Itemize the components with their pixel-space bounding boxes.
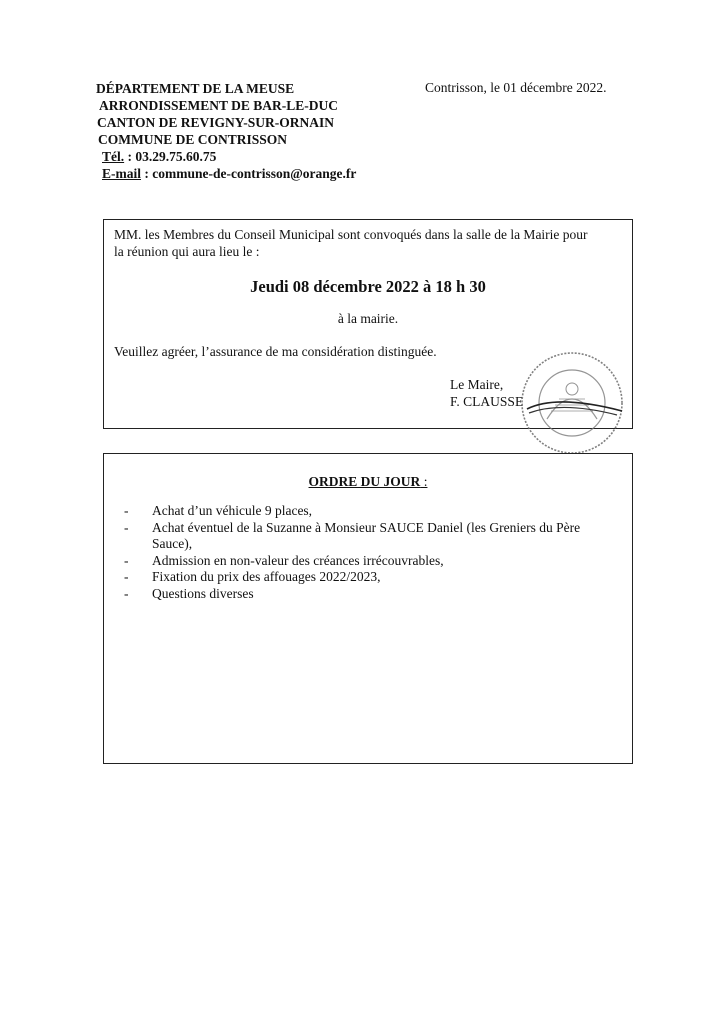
closing-formula: Veuillez agréer, l’assurance de ma considération distinguée. [114, 344, 437, 359]
place-date: Contrisson, le 01 décembre 2022. [425, 80, 607, 95]
agenda-item [124, 503, 604, 520]
meeting-date: Jeudi 08 décembre 2022 à 18 h 30 [250, 277, 486, 296]
agenda-item [124, 520, 604, 553]
agenda-title-text: ORDRE DU JOUR [308, 474, 421, 489]
phone-number: : 03.29.75.60.75 [124, 149, 217, 164]
agenda-item [124, 586, 604, 603]
commune-line: COMMUNE DE CONTRISSON [98, 132, 288, 147]
agenda-title [104, 474, 632, 490]
meeting-location: à la mairie. [337, 311, 399, 326]
agenda-item-text: Admission en non-valeur des créances irrécouvrables, [152, 552, 444, 568]
list-bullet: - [124, 552, 129, 568]
canton-line: CANTON DE REVIGNY-SUR-ORNAIN [97, 115, 335, 130]
letterhead [96, 80, 356, 182]
phone-line [96, 148, 356, 165]
email-address: : commune-de-contrisson@orange.fr [141, 166, 357, 181]
convocation-intro-line2: la réunion qui aura lieu le : [114, 244, 260, 259]
list-bullet: - [124, 585, 129, 601]
agenda-title-colon: : [420, 474, 428, 489]
convocation-intro-line1: MM. les Membres du Conseil Municipal sont convoqués dans la salle de la Mairie pour [114, 227, 588, 242]
agenda-item-text: Achat éventuel de la Suzanne à Monsieur SAUCE Daniel (les Greniers du Père Sauce), [152, 519, 581, 551]
arrondissement-line: ARRONDISSEMENT DE BAR-LE-DUC [99, 98, 339, 113]
agenda-item-text: Fixation du prix des affouages 2022/2023, [152, 569, 381, 584]
agenda-box [103, 453, 633, 764]
email-label: E-mail [102, 166, 141, 181]
email-line [96, 165, 356, 182]
convocation-intro [114, 226, 626, 260]
department-line: DÉPARTEMENT DE LA MEUSE [96, 81, 295, 96]
signature-title: Le Maire, [450, 377, 504, 392]
agenda-item-text: Questions diverses [152, 585, 254, 601]
phone-label: Tél. [102, 149, 125, 164]
list-bullet: - [124, 503, 129, 518]
agenda-item [124, 569, 604, 586]
list-bullet: - [124, 569, 129, 584]
agenda-item-text: Achat d’un véhicule 9 places, [152, 503, 313, 518]
town-hall-stamp [517, 349, 627, 457]
signature-name: F. CLAUSSE [450, 394, 524, 409]
list-bullet: - [124, 519, 129, 535]
agenda-list [124, 503, 604, 602]
agenda-item [124, 553, 604, 570]
